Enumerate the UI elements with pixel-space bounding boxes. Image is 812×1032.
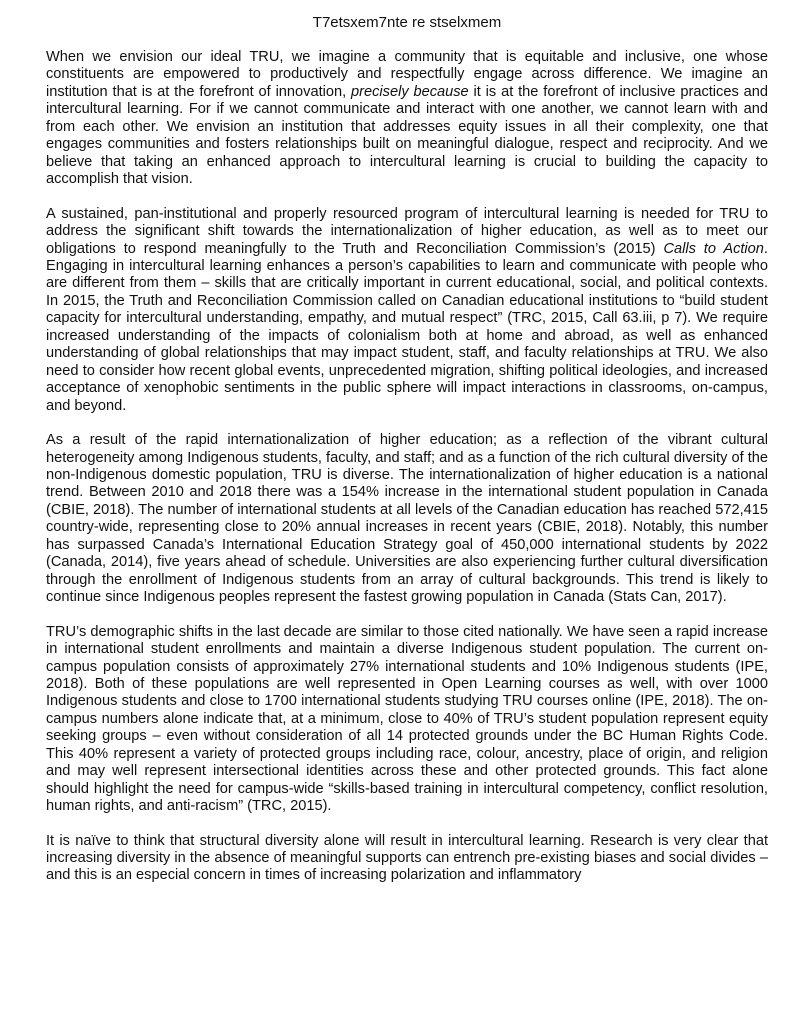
paragraph-text: It is naïve to think that structural diversity alone will result in intercultural learning. Research is very clear that increasing diversity in the absence of meaningful supports can entrench pre-existing biases and social divides – and this is an especial concern in times of increasing polarization and inflammatory bbox=[46, 832, 768, 884]
paragraph-internationalization bbox=[46, 432, 768, 607]
paragraph-demographics bbox=[46, 624, 768, 816]
paragraph-program bbox=[46, 206, 768, 415]
paragraph-structural-diversity bbox=[46, 833, 768, 885]
paragraph-text: When we envision our ideal TRU, we imagine a community that is equitable and inclusive, one whose constituents are empowered to productively and respectfully engage across difference. We imagine an institution that is at the forefront of innovation, bbox=[46, 49, 768, 100]
paragraph-text: As a result of the rapid internationalization of higher education; as a reflection of the vibrant cultural heterogeneity among Indigenous students, faculty, and staff; and as a function of the rich cultural diversity of the non-Indigenous domestic population, TRU is diverse. The internationalization of higher education is a national trend. Between 2010 and 2018 there was a 154% increase in the international student population in Canada (CBIE, 2018). The number of international students at all levels of the Canadian education has reached 572,415 country-wide, representing close to 20% annual increases in recent years (CBIE, 2018). Notably, this number has surpassed Canada’s International Education Strategy goal of 450,000 international students by 2022 (Canada, 2014), five years ahead of schedule. Universities are also experiencing further cultural diversification through the enrollment of Indigenous students from an array of cultural backgrounds. This trend is likely to continue since Indigenous peoples represent the fastest growing population in Canada (Stats Can, 2017). bbox=[46, 432, 768, 606]
paragraph-text: TRU’s demographic shifts in the last decade are similar to those cited nationally. We have seen a rapid increase in international student enrollments and maintain a diverse Indigenous student population. The current on-campus population consists of approximately 27% international students and 10% Indigenous students (IPE, 2018). Both of these populations are well represented in Open Learning courses as well, with over 1000 Indigenous students and close to 1700 international students studying TRU courses online (IPE, 2018). The on-campus numbers alone indicate that, at a minimum, close to 40% of TRU’s student population represent equity seeking groups – even without consideration of all 14 protected grounds under the BC Human Rights Code. This 40% represent a variety of protected groups including race, colour, ancestry, place of origin, and religion and may well represent intersectional identities across these and other protected grounds. This fact alone should highlight the need for campus-wide “skills-based training in intercultural competency, conflict resolution, human rights, and anti-racism” (TRC, 2015). bbox=[46, 623, 768, 815]
emphasis-text: precisely because bbox=[351, 83, 469, 100]
page-title: T7etsxem7nte re stselxmem bbox=[312, 14, 502, 31]
emphasis-text: Calls to Action bbox=[663, 240, 764, 257]
document-page bbox=[46, 14, 768, 902]
paragraph-text: A sustained, pan-institutional and properly resourced program of intercultural learning is needed for TRU to address the significant shift towards the internationalization of higher education, as well as to meet our obligations to respond meaningfully to the Truth and Reconciliation Commission’s (2015) bbox=[46, 205, 768, 257]
paragraph-text: it is at the forefront of inclusive practices and intercultural learning. For if we cannot communicate and interact with one another, we cannot learn with and from each other. We envision an institution that addresses equity issues in all their complexity, one that engages communities and fosters relationships built on meaningful dialogue, respect and reciprocity. And we believe that taking an enhanced approach to intercultural learning is crucial to building the capacity to accomplish that vision. bbox=[46, 83, 768, 188]
paragraph-text: . Engaging in intercultural learning enhances a person’s capabilities to learn and communicate with people who are different from them – skills that are critically important in current educational, social, and political contexts. In 2015, the Truth and Reconciliation Commission called on Canadian educational institutions to “build student capacity for intercultural understanding, empathy, and mutual respect” (TRC, 2015, Call 63.iii, p 7). We require increased understanding of the impacts of colonialism both at home and abroad, as well as enhanced understanding of global relationships that may impact student, staff, and faculty relationships at TRU. We also need to consider how recent global events, unprecedented migration, shifting political ideologies, and increased acceptance of xenophobic sentiments in the public sphere will impact interactions in classrooms, on-campus, and beyond. bbox=[46, 240, 768, 414]
paragraph-vision bbox=[46, 49, 768, 189]
